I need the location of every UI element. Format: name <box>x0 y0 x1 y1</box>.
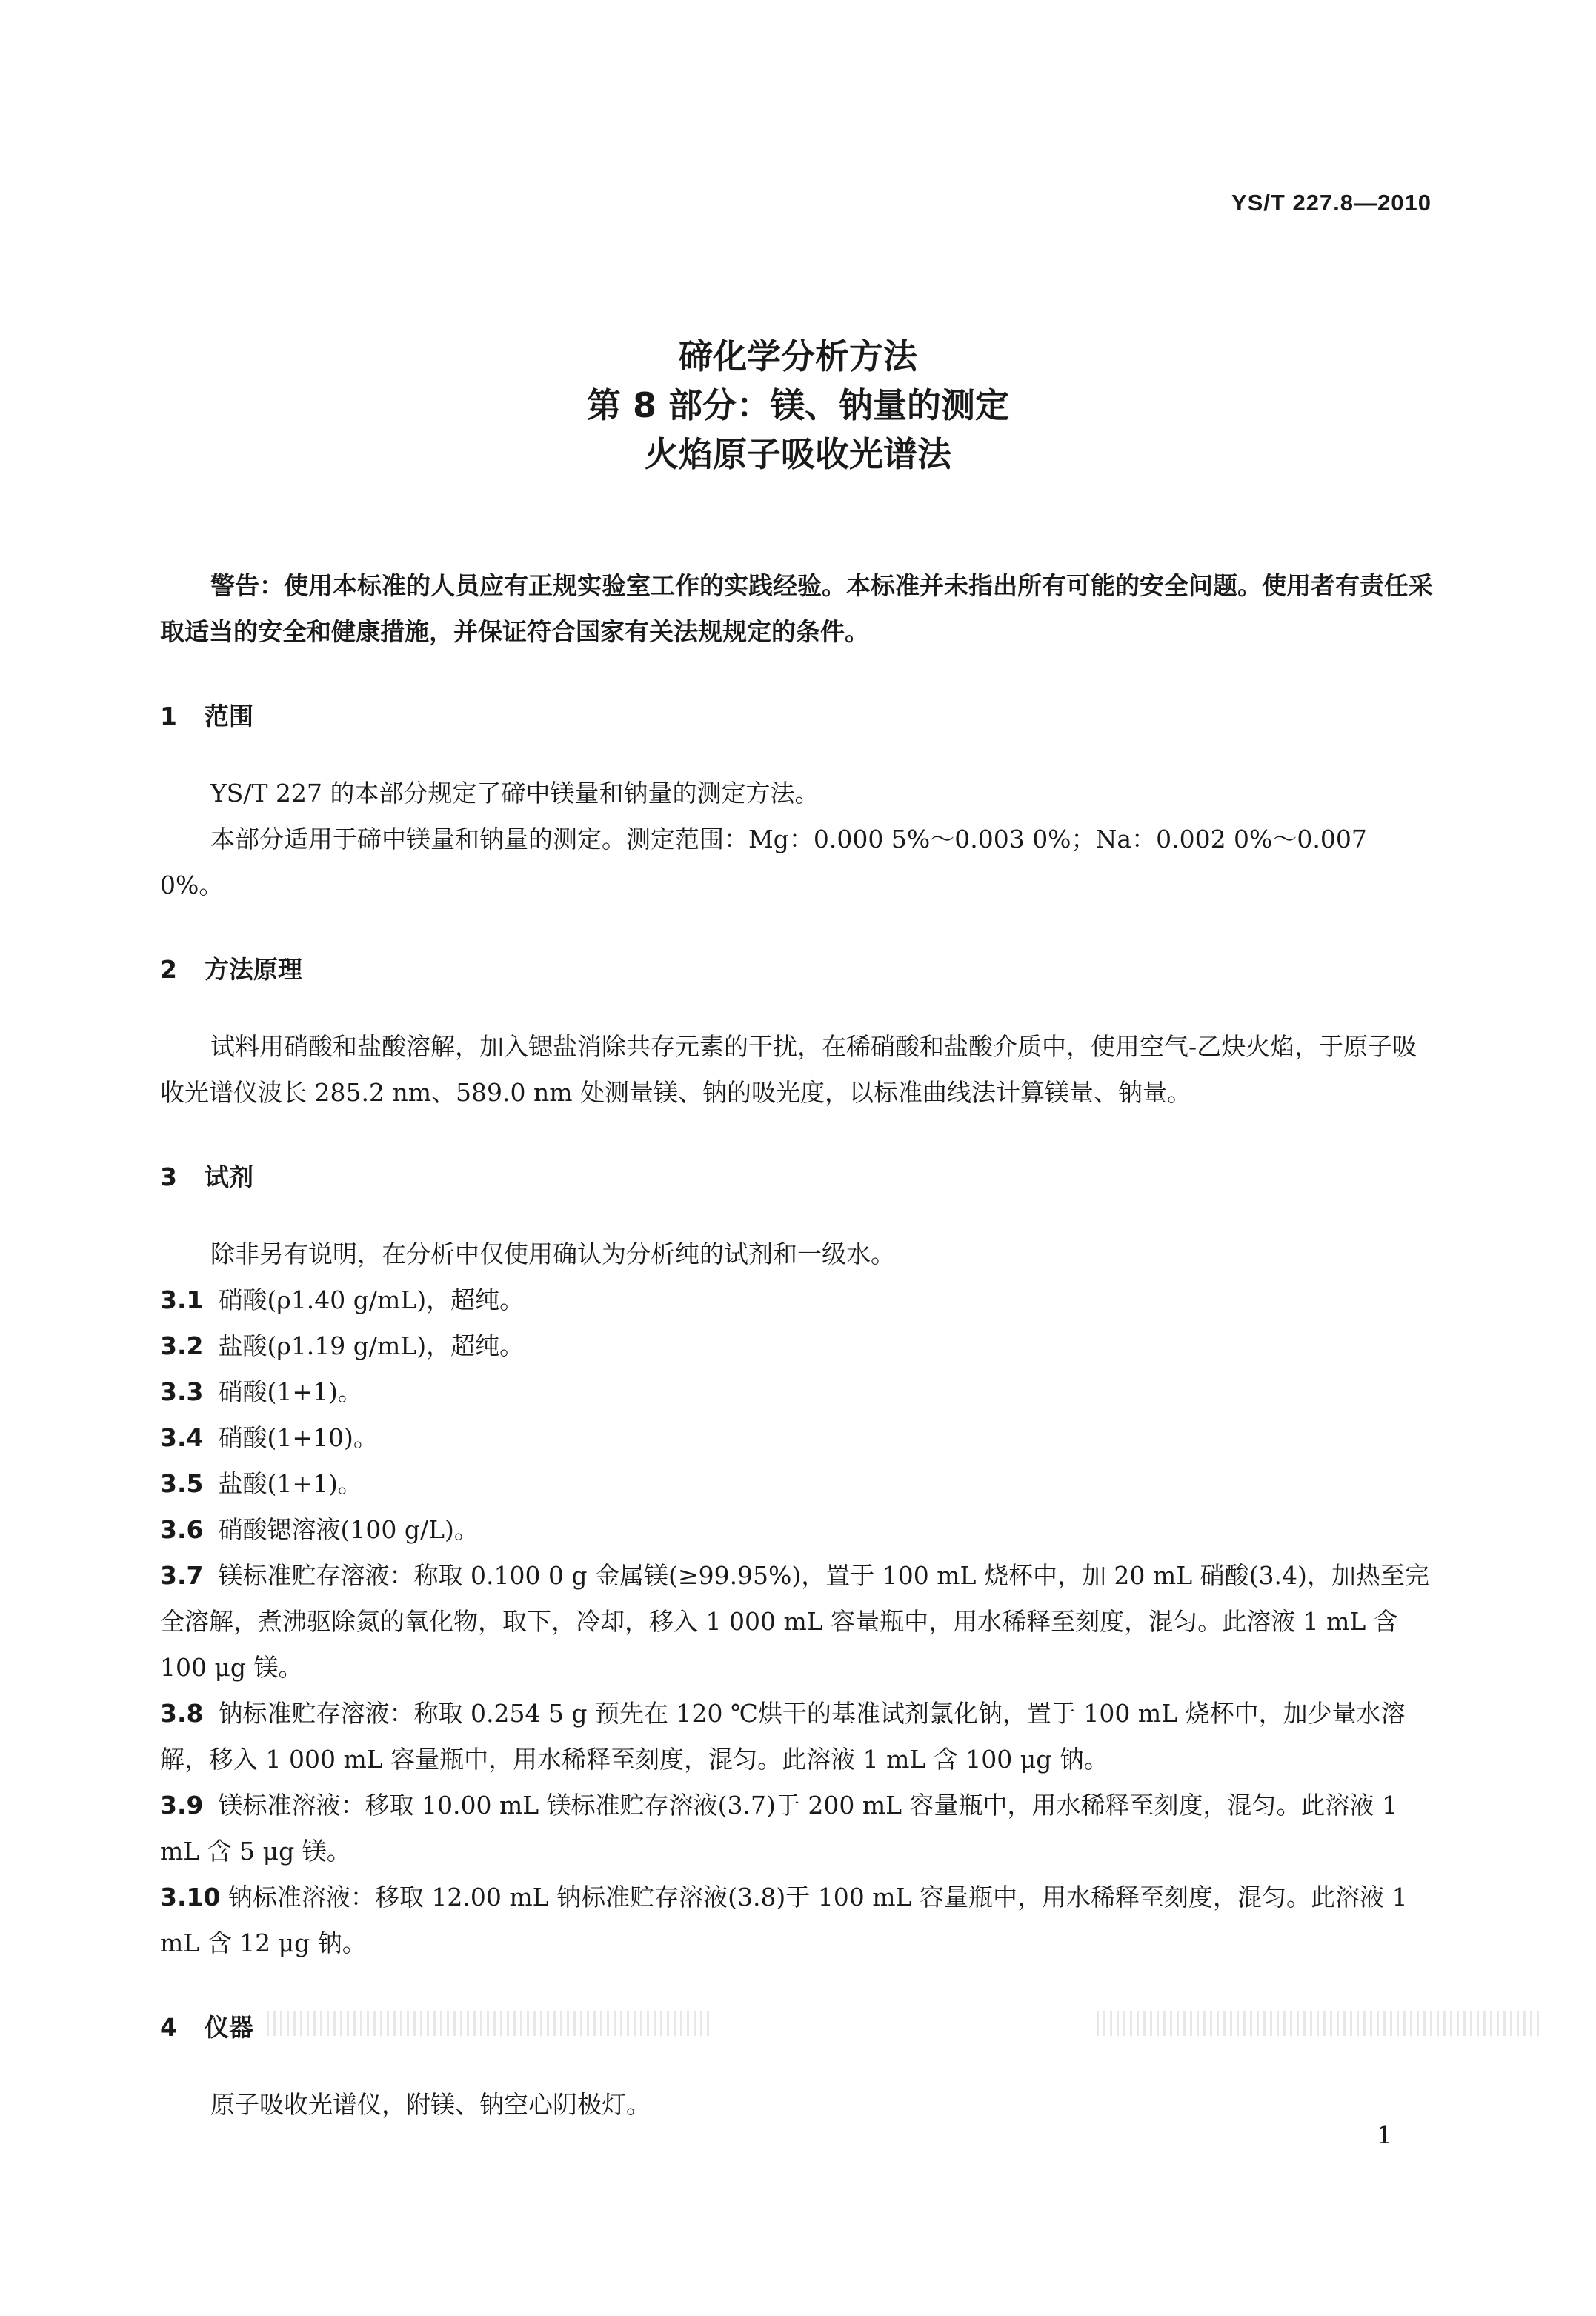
title-line-3: 火焰原子吸收光谱法 <box>645 434 951 474</box>
item-number: 3.7 <box>160 1561 204 1590</box>
item-number: 3.3 <box>160 1377 204 1406</box>
section-title: 范围 <box>205 702 253 731</box>
reagent-item <box>160 1323 1436 1369</box>
item-text: 钠标准溶液：移取 12.00 mL 钠标准贮存溶液(3.8)于 100 mL 容量瓶中，用水稀释至刻度，混匀。此溶液 1 mL 含 12 μg 钠。 <box>160 1883 1408 1957</box>
section-heading-reagents <box>160 1154 1436 1200</box>
reagent-item <box>160 1874 1436 1966</box>
item-number: 3.2 <box>160 1331 204 1360</box>
item-number: 3.8 <box>160 1699 204 1728</box>
reagent-item <box>160 1415 1436 1461</box>
item-text: 硝酸(ρ1.40 g/mL)，超纯。 <box>218 1285 525 1314</box>
section-title: 仪器 <box>205 2013 253 2042</box>
section-number: 2 <box>160 955 177 984</box>
warning-paragraph: 警告：使用本标准的人员应有正规实验室工作的实践经验。本标准并未指出所有可能的安全问题。使用者有责任采取适当的安全和健康措施，并保证符合国家有关法规规定的条件。 <box>160 571 1433 646</box>
item-text: 硝酸(1+10)。 <box>218 1423 378 1452</box>
item-text: 钠标准贮存溶液：称取 0.254 5 g 预先在 120 ℃烘干的基准试剂氯化钠，置于 100 mL 烧杯中，加少量水溶解，移入 1 000 mL 容量瓶中，用水稀释至刻度，混匀。此溶液 1 mL 含 100 μg 钠。 <box>160 1699 1406 1774</box>
document-title <box>0 332 1596 479</box>
reagents-intro: 除非另有说明，在分析中仅使用确认为分析纯的试剂和一级水。 <box>210 1239 895 1268</box>
reagent-item <box>160 1277 1436 1323</box>
scope-paragraph-1: YS/T 227 的本部分规定了碲中镁量和钠量的测定方法。 <box>210 779 819 808</box>
item-number: 3.9 <box>160 1791 204 1820</box>
item-text: 硝酸(1+1)。 <box>218 1377 362 1406</box>
reagent-item <box>160 1691 1436 1783</box>
section-heading-scope <box>160 693 1436 739</box>
reagent-item <box>160 1553 1436 1691</box>
item-number: 3.6 <box>160 1515 204 1544</box>
standard-code: YS/T 227.8—2010 <box>1231 190 1432 216</box>
title-line-2: 第 8 部分：镁、钠量的测定 <box>586 385 1010 425</box>
section-number: 4 <box>160 2013 177 2042</box>
item-number: 3.1 <box>160 1285 204 1314</box>
item-text: 盐酸(1+1)。 <box>218 1469 362 1498</box>
apparatus-paragraph: 原子吸收光谱仪，附镁、钠空心阴极灯。 <box>210 2090 651 2119</box>
section-heading-principle <box>160 947 1436 993</box>
section-title: 试剂 <box>205 1162 253 1191</box>
item-text: 盐酸(ρ1.19 g/mL)，超纯。 <box>218 1331 525 1360</box>
document-body <box>160 563 1436 2128</box>
reagent-item <box>160 1507 1436 1553</box>
reagent-item <box>160 1369 1436 1415</box>
item-number: 3.5 <box>160 1469 204 1498</box>
reagent-item <box>160 1461 1436 1507</box>
item-number: 3.10 <box>160 1883 221 1911</box>
item-text: 镁标准溶液：移取 10.00 mL 镁标准贮存溶液(3.7)于 200 mL 容量瓶中，用水稀释至刻度，混匀。此溶液 1 mL 含 5 μg 镁。 <box>160 1791 1398 1866</box>
item-number: 3.4 <box>160 1423 204 1452</box>
title-line-1: 碲化学分析方法 <box>679 336 917 376</box>
section-number: 1 <box>160 702 177 731</box>
scan-artifact <box>1097 2011 1541 2036</box>
item-text: 硝酸锶溶液(100 g/L)。 <box>218 1515 479 1544</box>
principle-paragraph: 试料用硝酸和盐酸溶解，加入锶盐消除共存元素的干扰，在稀硝酸和盐酸介质中，使用空气-乙炔火焰，于原子吸收光谱仪波长 285.2 nm、589.0 nm 处测量镁、钠的吸光度，以标准曲线法计算镁量、钠量。 <box>160 1032 1417 1107</box>
section-title: 方法原理 <box>205 955 302 984</box>
reagent-item <box>160 1783 1436 1874</box>
item-text: 镁标准贮存溶液：称取 0.100 0 g 金属镁(≥99.95%)，置于 100 mL 烧杯中，加 20 mL 硝酸(3.4)，加热至完全溶解，煮沸驱除氮的氧化物，取下，冷却，移入 1 000 mL 容量瓶中，用水稀释至刻度，混匀。此溶液 1 mL 含 100 μg 镁。 <box>160 1561 1429 1682</box>
page-number: 1 <box>1377 2120 1392 2149</box>
scope-paragraph-2: 本部分适用于碲中镁量和钠量的测定。测定范围：Mg：0.000 5%～0.003 0%；Na：0.002 0%～0.007 0%。 <box>160 825 1367 899</box>
scan-artifact <box>267 2011 711 2036</box>
section-number: 3 <box>160 1162 177 1191</box>
